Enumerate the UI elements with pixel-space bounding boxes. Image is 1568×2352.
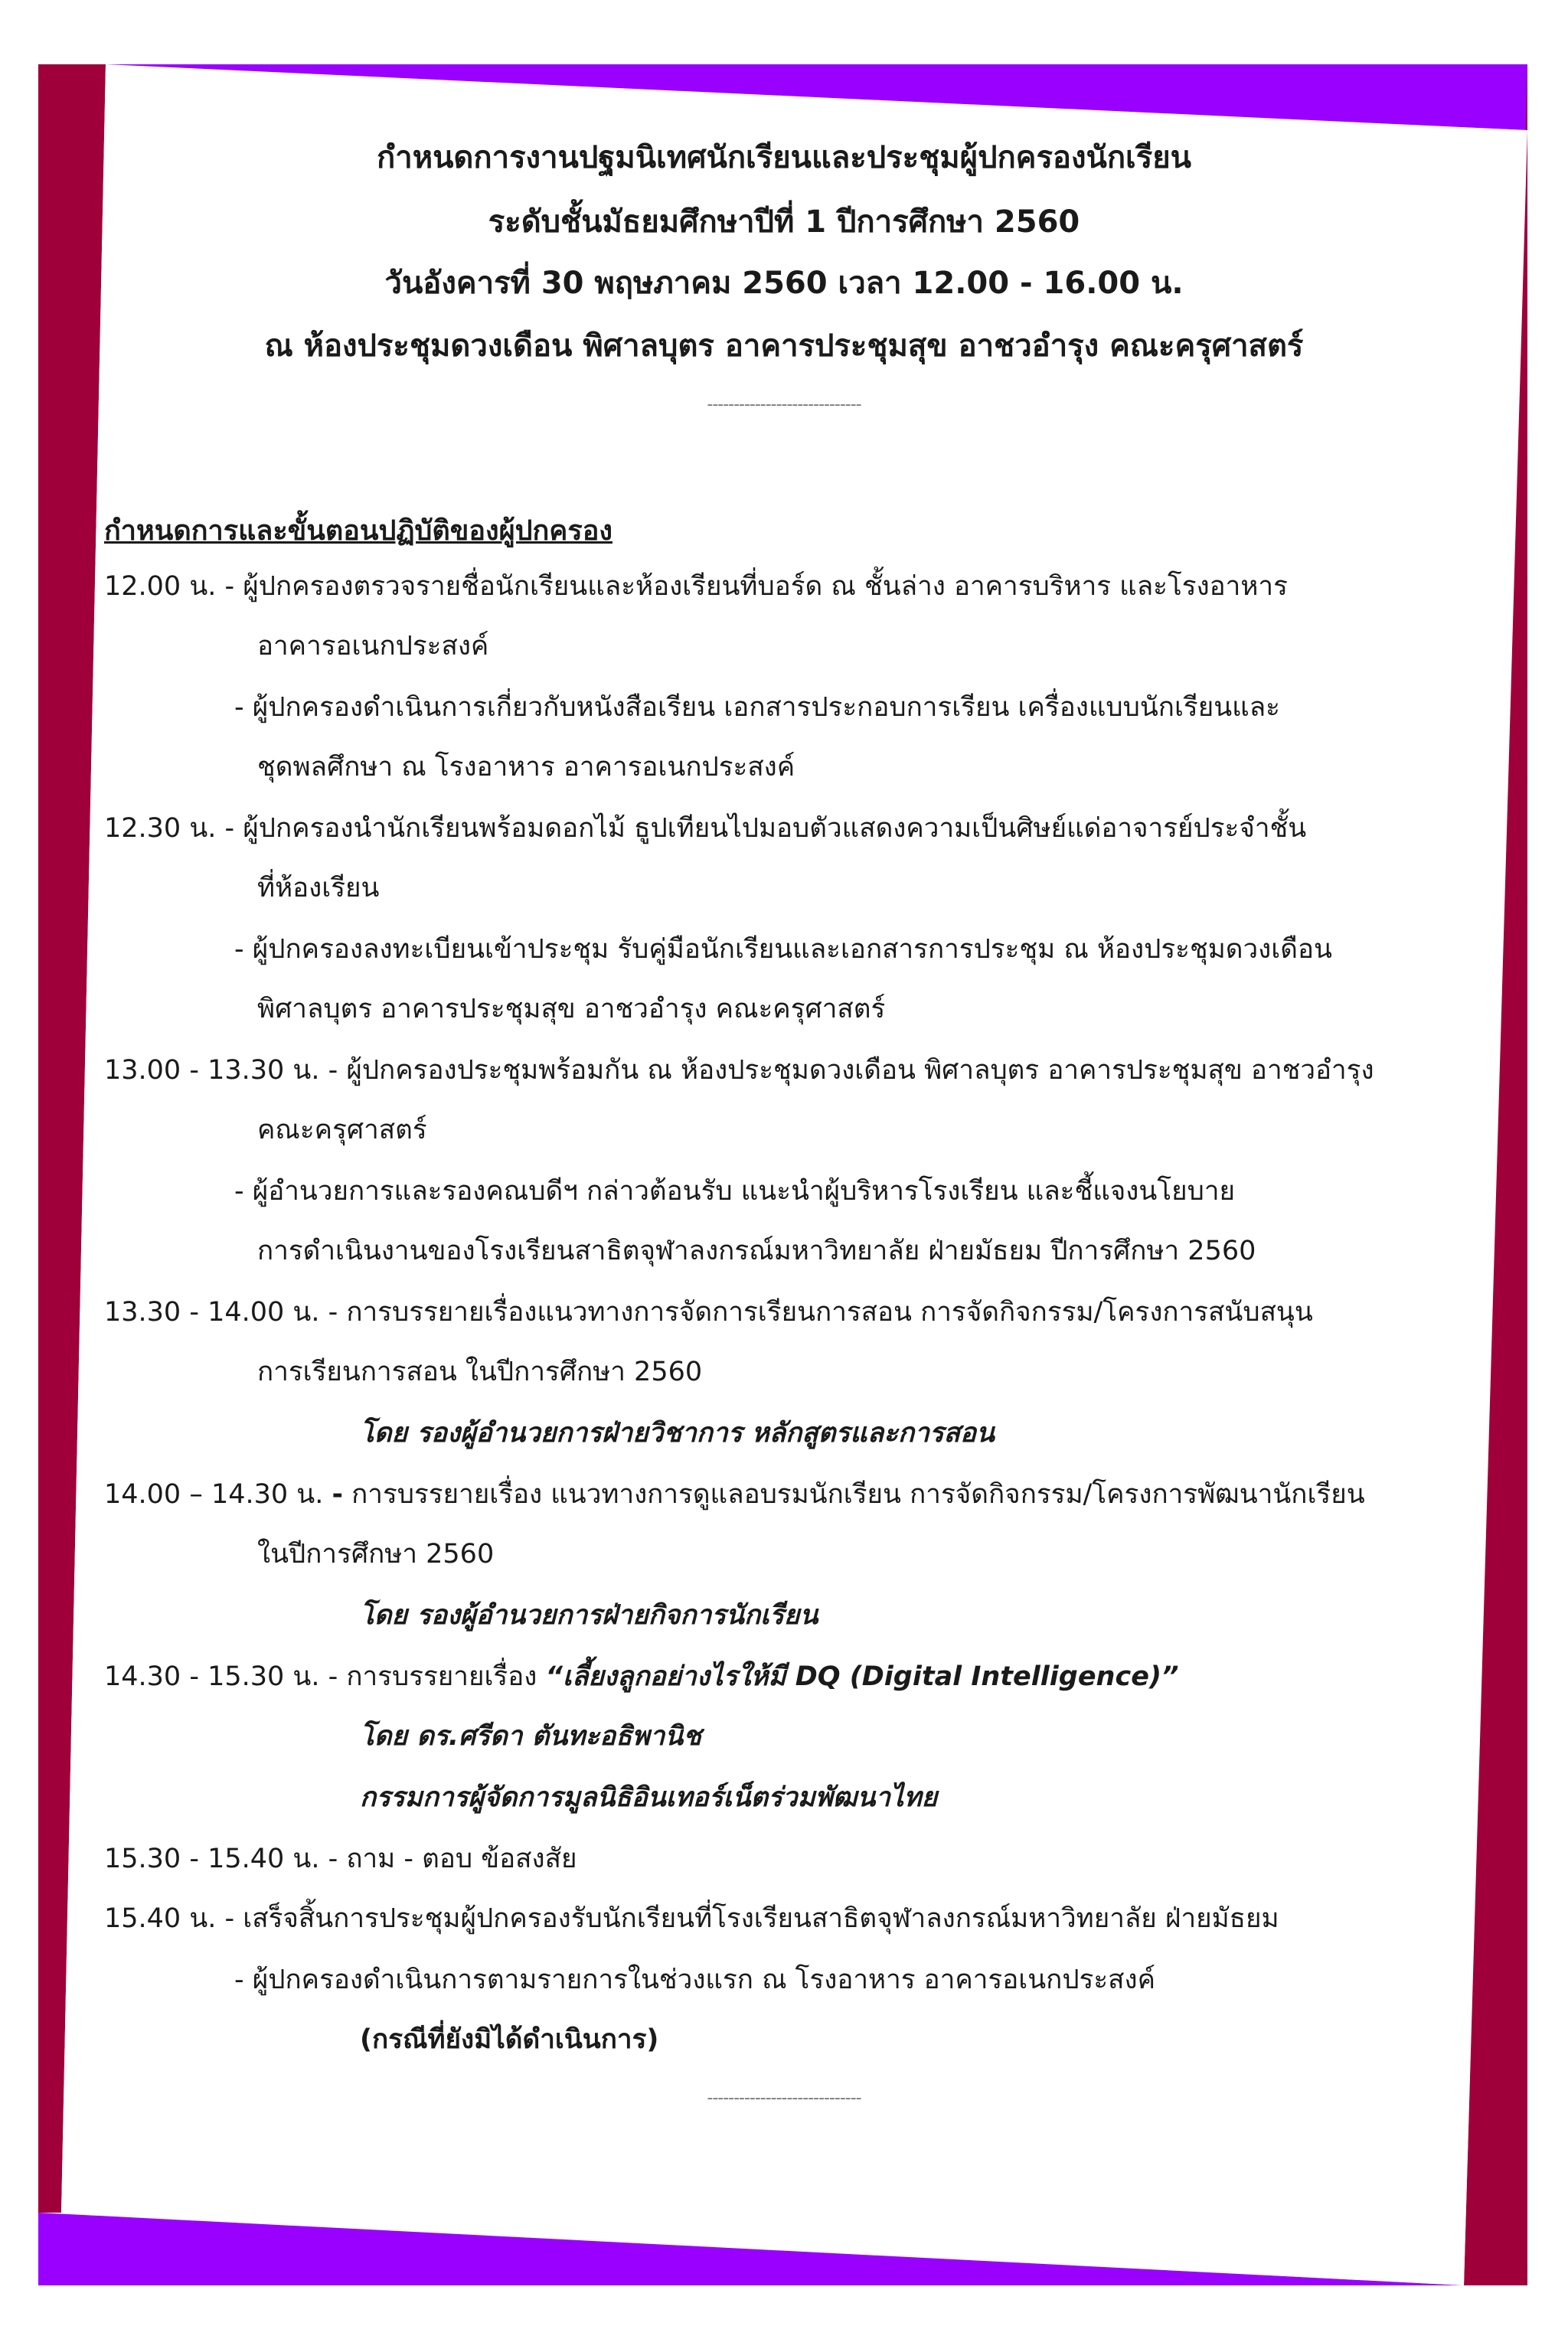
item-1540b-note: (กรณีที่ยังมิได้ดำเนินการ) bbox=[360, 2024, 659, 2055]
title-line-2: ระดับชั้นมัธยมศึกษาปีที่ 1 ปีการศึกษา 2560 bbox=[488, 204, 1080, 240]
item-1430-topic: “เลี้ยงลูกอย่างไรให้มี DQ (Digital Intelligence)” bbox=[545, 1661, 1179, 1692]
item-1400-speaker: โดย รองผู้อำนวยการฝ่ายกิจการนักเรียน bbox=[360, 1600, 818, 1631]
item-1230-line-2: ที่ห้องเรียน bbox=[257, 873, 380, 903]
item-1430-line-1 bbox=[104, 1660, 1179, 1694]
item-1300-line-2: คณะครุศาสตร์ bbox=[257, 1115, 427, 1145]
item-1200-line-1: 12.00 น. - ผู้ปกครองตรวจรายชื่อนักเรียนและห้องเรียนที่บอร์ด ณ ชั้นล่าง อาคารบริหาร และโรงอาหาร bbox=[104, 571, 1288, 602]
item-1330-speaker: โดย รองผู้อำนวยการฝ่ายวิชาการ หลักสูตรและการสอน bbox=[360, 1418, 995, 1449]
title-divider: ----------------------------- bbox=[707, 395, 861, 414]
item-1330-line-1: 13.30 - 14.00 น. - การบรรยายเรื่องแนวทางการจัดการเรียนการสอน การจัดกิจกรรม/โครงการสนับสนุน bbox=[104, 1297, 1313, 1328]
item-1540b-line-1: - ผู้ปกครองดำเนินการตามรายการในช่วงแรก ณ โรงอาหาร อาคารอเนกประสงค์ bbox=[234, 1965, 1156, 1995]
item-1300-line-1: 13.00 - 13.30 น. - ผู้ปกครองประชุมพร้อมกัน ณ ห้องประชุมดวงเดือน พิศาลบุตร อาคารประชุมสุข อาชวอำรุง bbox=[104, 1055, 1374, 1086]
item-1530-line-1: 15.30 - 15.40 น. - ถาม - ตอบ ข้อสงสัย bbox=[104, 1844, 577, 1874]
item-1430-speaker: โดย ดร.ศรีดา ตันทะอธิพานิช bbox=[360, 1721, 701, 1752]
item-1430-prefix: 14.30 - 15.30 น. - การบรรยายเรื่อง bbox=[104, 1661, 546, 1692]
item-1300b-line-2: การดำเนินงานของโรงเรียนสาธิตจุฬาลงกรณ์มหาวิทยาลัย ฝ่ายมัธยม ปีการศึกษา 2560 bbox=[257, 1236, 1256, 1266]
item-1230b-line-2: พิศาลบุตร อาคารประชุมสุข อาชวอำรุง คณะครุศาสตร์ bbox=[257, 994, 886, 1024]
item-1400-line-2: ในปีการศึกษา 2560 bbox=[257, 1539, 495, 1570]
item-1400-text: การบรรยายเรื่อง แนวทางการดูแลอบรมนักเรียน การจัดกิจกรรม/โครงการพัฒนานักเรียน bbox=[342, 1479, 1365, 1510]
item-1540-line-1: 15.40 น. - เสร็จสิ้นการประชุมผู้ปกครองรับนักเรียนที่โรงเรียนสาธิตจุฬาลงกรณ์มหาวิทยาลัย ฝ่ายมัธยม bbox=[104, 1903, 1279, 1934]
item-1300b-line-1: - ผู้อำนวยการและรองคณบดีฯ กล่าวต้อนรับ แนะนำผู้บริหารโรงเรียน และชี้แจงนโยบาย bbox=[234, 1176, 1235, 1207]
item-1330-line-2: การเรียนการสอน ในปีการศึกษา 2560 bbox=[257, 1357, 703, 1387]
item-1200b-line-2: ชุดพลศึกษา ณ โรงอาหาร อาคารอเนกประสงค์ bbox=[257, 752, 795, 782]
title-line-4: ณ ห้องประชุมดวงเดือน พิศาลบุตร อาคารประชุมสุข อาชวอำรุง คณะครุศาสตร์ bbox=[264, 328, 1304, 364]
title-line-1: กำหนดการงานปฐมนิเทศนักเรียนและประชุมผู้ปกครองนักเรียน bbox=[377, 140, 1191, 175]
title-line-3: วันอังคารที่ 30 พฤษภาคม 2560 เวลา 12.00 - 16.00 น. bbox=[384, 266, 1184, 301]
item-1400-line-1 bbox=[104, 1478, 1365, 1511]
item-1200-line-2: อาคารอเนกประสงค์ bbox=[257, 631, 489, 662]
item-1400-time: 14.00 – 14.30 น. bbox=[104, 1479, 332, 1510]
section-heading: กำหนดการและขั้นตอนปฏิบัติของผู้ปกครอง bbox=[104, 515, 612, 547]
item-1230b-line-1: - ผู้ปกครองลงทะเบียนเข้าประชุม รับคู่มือนักเรียนและเอกสารการประชุม ณ ห้องประชุมดวงเดือน bbox=[234, 934, 1332, 965]
item-1400-dash: - bbox=[332, 1479, 343, 1510]
item-1230-line-1: 12.30 น. - ผู้ปกครองนำนักเรียนพร้อมดอกไม้ ธูปเทียนไปมอบตัวแสดงความเป็นศิษย์แด่อาจารย์ประจำชั้น bbox=[104, 813, 1307, 844]
item-1430-organization: กรรมการผู้จัดการมูลนิธิอินเทอร์เน็ตร่วมพัฒนาไทย bbox=[360, 1782, 938, 1813]
end-divider: ----------------------------- bbox=[707, 2089, 861, 2108]
item-1200b-line-1: - ผู้ปกครองดำเนินการเกี่ยวกับหนังสือเรียน เอกสารประกอบการเรียน เครื่องแบบนักเรียนและ bbox=[234, 692, 1280, 723]
